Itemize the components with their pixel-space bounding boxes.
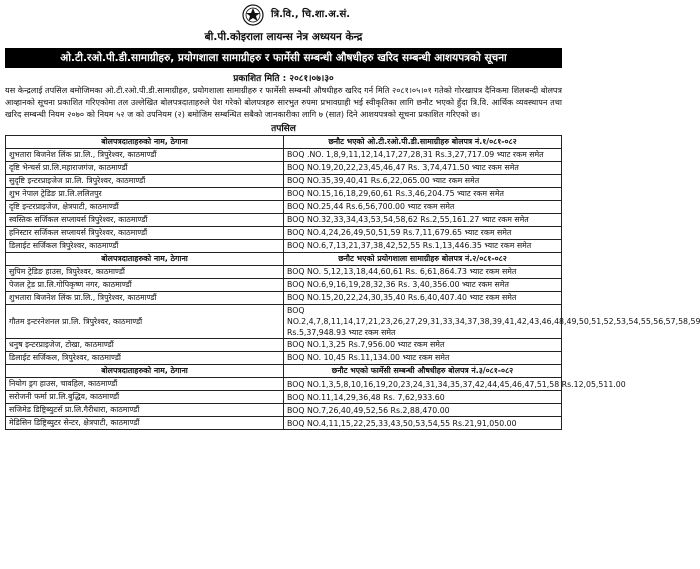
table-row	[6, 266, 562, 279]
bidder-name: गौतम इन्टरनेशनल प्रा.लि. त्रिपुरेश्वर, काठमाण्डौं	[6, 305, 284, 339]
table-row	[6, 352, 562, 365]
bidder-name: सुपिम ट्रेडिङ हाउस, त्रिपुरेश्वर, काठमाण्डौं	[6, 266, 284, 279]
bidder-name: मेडिसिन डिष्ट्रिब्युटर सेन्टर, क्षेत्रपाटी, काठमाण्डौं	[6, 417, 284, 430]
section-header-row	[6, 136, 562, 149]
center-name: बी.पी.कोइराला लायन्स नेत्र अध्ययन केन्द्र	[204, 31, 363, 43]
nepal-emblem-icon	[242, 4, 264, 26]
bidder-name: डिलाईट सर्जिकल त्रिपुरेश्वर, काठमाण्डौं	[6, 240, 284, 253]
bidder-name: सरोजनी फर्मा प्रा.लि.बुद्धिव, काठमाण्डौं	[6, 391, 284, 404]
table-row	[6, 391, 562, 404]
boq-detail: BOQ NO.2,4,7,8,11,14,17,21,23,26,27,29,31,33,34,37,38,39,41,42,43,46,48,49,50,51,52,53,54,55,56,57,58,59 Rs.5,37,948.93 भ्याट रकम समेत	[284, 305, 562, 339]
bidder-name: नियोग ड्रग हाउस, चावहिल, काठमाण्डौं	[6, 378, 284, 391]
boq-detail: BOQ NO.6,7,13,21,37,38,42,52,55 Rs.1,13,446.35 भ्याट रकम समेत	[284, 240, 562, 253]
notice-title: ओ.टी.रओ.पी.डी.सामाग्रीहरु, प्रयोगशाला सामाग्रीहरु र फार्मेसी सम्बन्धी औषधीहरु खरिद सम्बन्धी आशयपत्रको सूचना	[5, 48, 562, 68]
selected-boq-column-header: छनौट भएको प्रयोगशाला सामाग्रीहरु बोलपत्र नं.२/०८१-०८२	[284, 253, 562, 266]
bidder-name: धनुष इन्टरप्राइजेज, टोखा, काठमाण्डौं	[6, 339, 284, 352]
boq-detail: BOQ NO.32,33,34,43,53,54,58,62 Rs.2,55,161.27 भ्याट रकम समेत	[284, 214, 562, 227]
bidder-name: डिलाईट सर्जिकल, त्रिपुरेश्वर, काठमाण्डौं	[6, 352, 284, 365]
selected-boq-column-header: छनौट भएको ओ.टी.रओ.पी.डी.सामाग्रीहरु बोलपत्र नं.१/०८१-०८२	[284, 136, 562, 149]
boq-detail: BOQ NO.7,26,40,49,52,56 Rs.2,88,470.00	[284, 404, 562, 417]
boq-detail: BOQ NO.35,39,40,41 Rs.6,22,065.00 भ्याट रकम समेत	[284, 175, 562, 188]
table-row	[6, 279, 562, 292]
bidder-name: शुभ नेपाल ट्रेडिङ प्रा.लि.ललितपुर	[6, 188, 284, 201]
bidder-name: दृष्टि इन्टरप्राइजेज, क्षेत्रपाटी, काठमाण्डौं	[6, 201, 284, 214]
table-row	[6, 378, 562, 391]
table-row	[6, 201, 562, 214]
notice-page	[5, 4, 700, 561]
boq-detail: BOQ NO. 10,45 Rs.11,134.00 भ्याट रकम समेत	[284, 352, 562, 365]
table-row	[6, 214, 562, 227]
section-header-row	[6, 365, 562, 378]
table-row	[6, 188, 562, 201]
table-row	[6, 227, 562, 240]
university-name: त्रि.वि., चि.शा.अ.सं.	[271, 9, 351, 20]
table-row	[6, 417, 562, 430]
bidder-name: पेजल ट्रेड प्रा.लि.गोपिकृष्ण नगर, काठमाण्डौं	[6, 279, 284, 292]
bidder-column-header: बोलपत्रदाताहरुको नाम, ठेगाना	[6, 253, 284, 266]
publish-date: प्रकाशित मिति : २०८१।०७।३०	[233, 74, 334, 84]
boq-detail: BOQ NO.4,24,26,49,50,51,59 Rs.7,11,679.65 भ्याट रकम समेत	[284, 227, 562, 240]
notice-paragraph: यस केन्द्रलाई तपसिल बमोजिमका ओ.टी.रओ.पी.डी.सामाग्रीहरु, प्रयोगशाला सामाग्रीहरु र फार्मेसी सम्बन्धी औषधीहरु खरिद गर्न मिति २०८१।०५।०१ गतेको गोरखापत्र दैनिकमा शिलबन्दी बोलपत्र आव्हानको सूचना प्रकाशित गरिएकोमा तल उल्लेखित बोलपत्रदाताहरुले पेश गरेको बोलपत्रहरु सारभुत रुपमा प्रभावग्राही भई स्वीकृतिका लागि छनौट भएको हुँदा त्रि.वि. आर्थिक व्यवस्थापन तथा खरिद सम्बन्धी नियम २०७० को नियम ५२ ज को उपनियम (२) बमोजिम सम्बन्धित सबैको जानकारीका लागि ७ (सात) दिने आशयपत्रको सूचना प्रकाशित गरिएको छ।	[5, 85, 562, 119]
boq-detail: BOQ NO.1,3,25 Rs.7,956.00 भ्याट रकम समेत	[284, 339, 562, 352]
bidder-name: सजिमेड डिष्ट्रिब्युटर्स प्रा.लि.गैरीधारा, काठमाण्डौं	[6, 404, 284, 417]
section-header-row	[6, 253, 562, 266]
boq-detail: BOQ NO.4,11,15,22,25,33,43,50,53,54,55 Rs.21,91,050.00	[284, 417, 562, 430]
boq-detail: BOQ NO.15,20,22,24,30,35,40 Rs.6,40,407.40 भ्याट रकम समेत	[284, 292, 562, 305]
table-row	[6, 162, 562, 175]
boq-detail: BOQ NO. 5,12,13,18,44,60,61 Rs. 6,61,864.73 भ्याट रकम समेत	[284, 266, 562, 279]
boq-detail: BOQ NO.15,16,18,29,60,61 Rs.3,46,204.75 भ्याट रकम समेत	[284, 188, 562, 201]
table-row	[6, 339, 562, 352]
boq-detail: BOQ NO.19,20,22,23,45,46,47 Rs. 3,74,471.50 भ्याट रकम समेत	[284, 162, 562, 175]
bidder-column-header: बोलपत्रदाताहरुको नाम, ठेगाना	[6, 136, 284, 149]
table-row	[6, 175, 562, 188]
bidder-name: सुदृष्टि इन्टरप्राइजेज प्रा.लि. त्रिपुरेश्वर, काठमाण्डौं	[6, 175, 284, 188]
bidders-table	[5, 135, 700, 430]
notice-header	[5, 4, 562, 46]
bidder-name: शुभतारा बिजनेश लिंक प्रा.लि., त्रिपुरेश्वर, काठमाण्डौं	[6, 149, 284, 162]
table-row	[6, 149, 562, 162]
bidder-column-header: बोलपत्रदाताहरुको नाम, ठेगाना	[6, 365, 284, 378]
boq-detail: BOQ .NO. 1,8,9,11,12,14,17,27,28,31 Rs.3,27,717.09 भ्याट रकम समेत	[284, 149, 562, 162]
boq-detail: BOQ NO.6,9,16,19,28,32,36 Rs. 3,40,356.00 भ्याट रकम समेत	[284, 279, 562, 292]
tapasil-heading: तपसिल	[271, 124, 296, 135]
boq-detail: BOQ NO.25,44 Rs.6,56,700.00 भ्याट रकम समेत	[284, 201, 562, 214]
bidder-name: दृष्टि भेन्चर्स प्रा.लि.महाराजगंज, काठमाण्डौं	[6, 162, 284, 175]
boq-detail: BOQ NO.11,14,29,36,48 Rs. 7,62,933.60	[284, 391, 562, 404]
table-row	[6, 240, 562, 253]
bidder-name: हनिस्टार सर्जिकल सप्लायर्स त्रिपुरेश्वर, काठमाण्डौं	[6, 227, 284, 240]
table-row	[6, 305, 562, 339]
table-row	[6, 404, 562, 417]
bidder-name: शुभतारा बिजनेश लिंक प्रा.लि., त्रिपुरेश्वर, काठमाण्डौं	[6, 292, 284, 305]
boq-detail: BOQ NO.1,3,5,8,10,16,19,20,23,24,31,34,35,37,42,44,45,46,47,51,58 Rs.12,05,511.00	[284, 378, 562, 391]
bidder-name: स्वस्तिक सर्जिकल सप्लायर्स त्रिपुरेश्वर, काठमाण्डौं	[6, 214, 284, 227]
selected-boq-column-header: छनौट भएको फार्मेसी सम्बन्धी औषधीहरु बोलपत्र नं.३/०८१-०८२	[284, 365, 562, 378]
table-row	[6, 292, 562, 305]
